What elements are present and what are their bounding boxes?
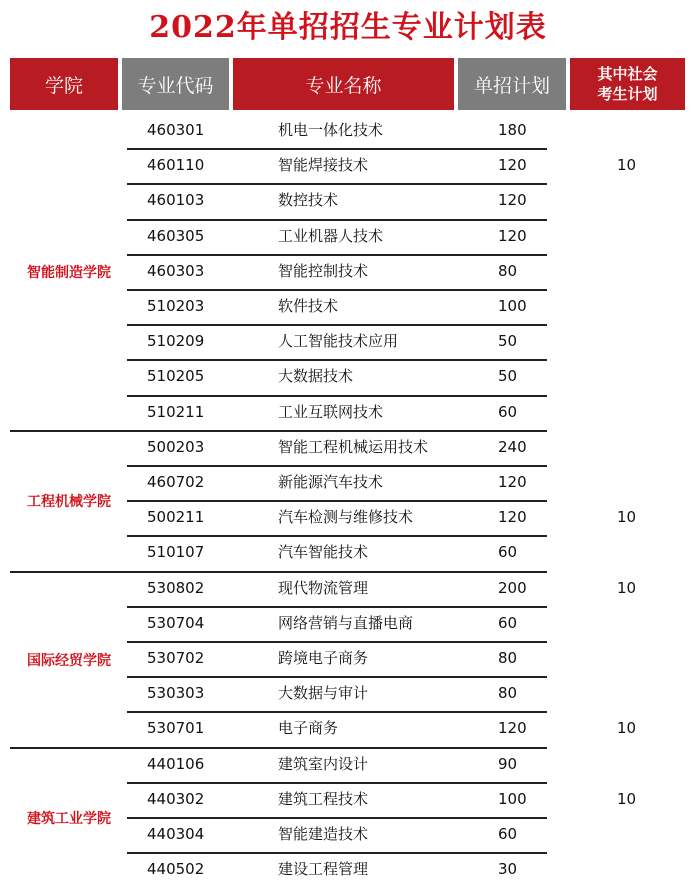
college-name: 建筑工业学院	[27, 811, 111, 827]
plan-count: 120	[498, 719, 527, 738]
major-code: 530704	[147, 613, 205, 632]
major-code: 500211	[147, 508, 205, 527]
plan-count: 60	[498, 402, 518, 421]
social-count: 10	[617, 578, 637, 597]
major-code: 510205	[147, 367, 205, 386]
major-code: 500203	[147, 437, 205, 456]
plan-count: 100	[498, 789, 527, 808]
row-divider	[127, 817, 547, 819]
row-divider	[127, 289, 547, 291]
major-code: 440302	[147, 789, 205, 808]
row-divider	[127, 359, 547, 361]
header-code: 专业代码	[122, 58, 229, 110]
row-divider	[127, 219, 547, 221]
major-name: 汽车检测与维修技术	[278, 508, 414, 527]
major-name: 汽车智能技术	[278, 543, 369, 562]
row-divider	[127, 395, 547, 397]
major-code: 460305	[147, 226, 205, 245]
major-name: 智能控制技术	[278, 261, 369, 280]
major-name: 工业机器人技术	[278, 226, 384, 245]
row-divider	[127, 676, 547, 678]
plan-count: 180	[498, 121, 527, 139]
college-name: 智能制造学院	[27, 265, 111, 282]
major-name: 智能焊接技术	[278, 156, 369, 175]
major-code: 530802	[147, 578, 205, 597]
major-name: 建设工程管理	[278, 860, 369, 879]
major-code: 530303	[147, 684, 205, 703]
major-code: 530702	[147, 649, 205, 667]
plan-count: 120	[498, 226, 527, 245]
row-divider	[127, 148, 547, 150]
row-divider	[127, 500, 547, 502]
social-count: 10	[617, 719, 637, 738]
plan-count: 120	[498, 473, 527, 491]
row-divider	[127, 535, 547, 537]
plan-count: 60	[498, 613, 518, 632]
major-name: 机电一体化技术	[278, 121, 384, 139]
plan-count: 200	[498, 578, 527, 597]
major-name: 智能工程机械运用技术	[278, 437, 429, 456]
major-code: 440304	[147, 825, 205, 843]
row-divider	[127, 782, 547, 784]
major-name: 建筑室内设计	[278, 754, 369, 773]
major-code: 460301	[147, 121, 205, 139]
major-name: 智能建造技术	[278, 825, 369, 843]
major-code: 510209	[147, 332, 205, 351]
plan-count: 240	[498, 437, 527, 456]
plan-count: 30	[498, 860, 518, 879]
major-name: 大数据技术	[278, 367, 354, 386]
plan-count: 50	[498, 332, 518, 351]
header-social	[570, 58, 685, 110]
major-code: 460110	[147, 156, 205, 175]
college-name: 国际经贸学院	[27, 652, 111, 669]
major-name: 数控技术	[278, 191, 339, 210]
page-title: 2022年单招招生专业计划表	[149, 10, 547, 45]
row-divider	[127, 711, 547, 713]
major-code: 510211	[147, 402, 205, 421]
major-name: 新能源汽车技术	[278, 473, 384, 491]
header-social-line2: 考生计划	[597, 85, 658, 103]
social-count: 10	[617, 789, 637, 808]
row-divider	[127, 254, 547, 256]
major-name: 电子商务	[278, 719, 339, 738]
plan-count: 120	[498, 191, 527, 210]
major-name: 现代物流管理	[278, 578, 369, 597]
group-divider	[10, 747, 547, 749]
plan-count: 80	[498, 684, 518, 703]
major-name: 软件技术	[278, 297, 339, 315]
row-divider	[127, 324, 547, 326]
plan-count: 90	[498, 754, 518, 773]
row-divider	[127, 606, 547, 608]
row-divider	[127, 852, 547, 854]
plan-count: 60	[498, 825, 518, 843]
group-divider	[10, 571, 547, 573]
major-code: 440106	[147, 754, 205, 773]
major-name: 工业互联网技术	[278, 402, 384, 421]
major-name: 建筑工程技术	[278, 789, 369, 808]
plan-count: 60	[498, 543, 518, 562]
major-name: 人工智能技术应用	[278, 332, 399, 351]
major-code: 460103	[147, 191, 205, 210]
plan-count: 50	[498, 367, 518, 386]
major-name: 大数据与审计	[278, 684, 369, 703]
major-name: 网络营销与直播电商	[278, 613, 414, 632]
social-count: 10	[617, 508, 637, 527]
college-name: 工程机械学院	[27, 494, 111, 511]
header-plan: 单招计划	[458, 58, 566, 110]
major-name: 跨境电子商务	[278, 649, 369, 667]
plan-count: 120	[498, 156, 527, 175]
major-code: 510203	[147, 297, 205, 315]
row-divider	[127, 183, 547, 185]
header-name: 专业名称	[233, 58, 454, 110]
header-social-line1: 其中社会	[597, 65, 658, 83]
plan-count: 120	[498, 508, 527, 527]
row-divider	[127, 641, 547, 643]
social-count: 10	[617, 156, 637, 175]
major-code: 530701	[147, 719, 205, 738]
major-code: 460702	[147, 473, 205, 491]
plan-count: 80	[498, 261, 518, 280]
group-divider	[10, 430, 547, 432]
header-college: 学院	[10, 58, 118, 110]
row-divider	[127, 465, 547, 467]
major-code: 440502	[147, 860, 205, 879]
plan-count: 100	[498, 297, 527, 315]
plan-count: 80	[498, 649, 518, 667]
major-code: 510107	[147, 543, 205, 562]
major-code: 460303	[147, 261, 205, 280]
